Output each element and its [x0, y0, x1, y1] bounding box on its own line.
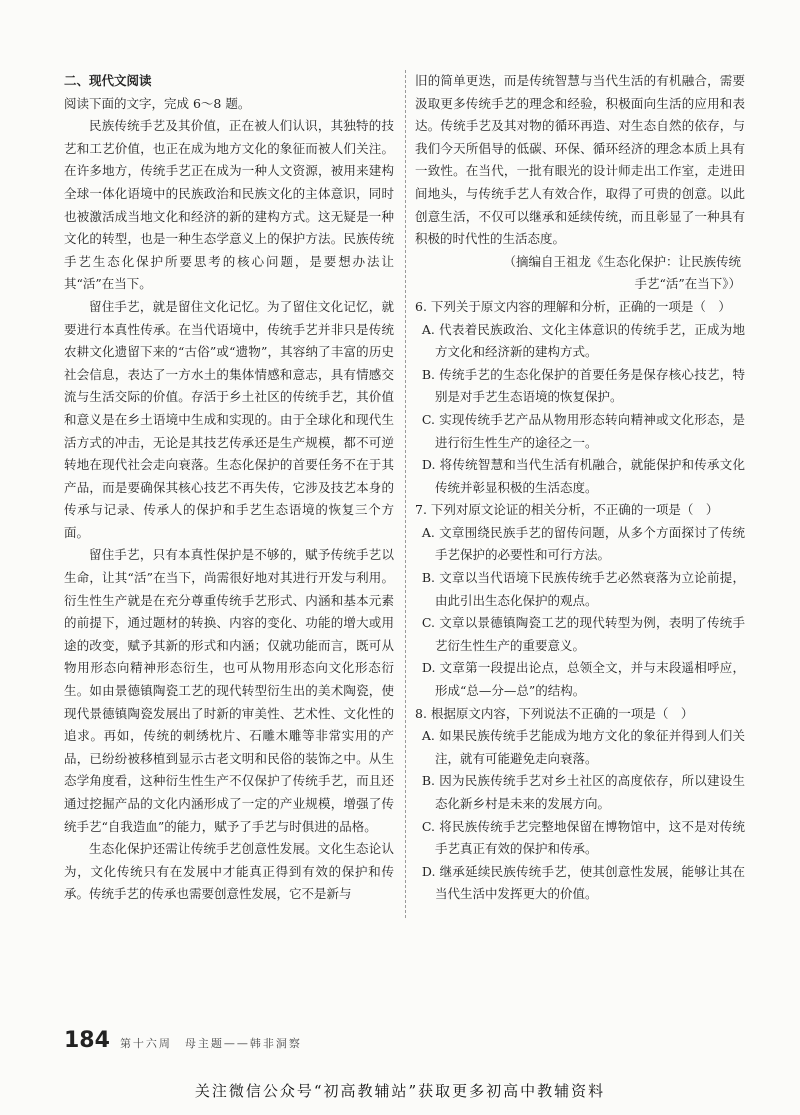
question-stem: 6. 下列关于原文内容的理解和分析，正确的一项是（ ）: [415, 298, 731, 314]
page-footer: [64, 1028, 302, 1053]
option-d: D. 文章第一段提出论点，总领全文，并与末段遥相呼应，形成“总—分—总”的结构。: [421, 660, 745, 699]
option-d: D. 将传统智慧和当代生活有机融合，就能保护和传承文化传统并彰显积极的生活态度。: [421, 457, 745, 495]
watermark-text: 关注微信公众号“初高教辅站”获取更多初高中教辅资料: [194, 1082, 606, 1100]
page-number: 184: [64, 1028, 110, 1053]
passage-paragraph-1: 民族传统手艺及其价值，正在被人们认识，其独特的技艺和工艺价值，也正在成为地方文化的象征而被人们关注。在许多地方，传统手艺正在成为一种人文资源，被用来建构全球一体化语境中的民族政治和民族文化的主体意识，同时也被激活成当地文化和经济的新的建构方式。这无疑是一种文化的转型，也是一种生态学意义上的保护方法。民族传统手艺生态化保护所要思考的核心问题，是要想办法让其“活”在当下。: [64, 118, 394, 292]
option-b: B. 传统手艺的生态化保护的首要任务是保存核心技艺，特别是对手艺生态语境的恢复保护。: [421, 366, 745, 405]
option-b: B. 文章以当代语境下民族传统手艺必然衰落为立论前提，由此引出生态化保护的观点。: [421, 570, 745, 608]
option-c: C. 实现传统手艺产品从物用形态转向精神或文化形态，是进行衍生性生产的途径之一。: [421, 411, 745, 450]
passage-source: [415, 251, 745, 296]
right-column: [415, 70, 745, 906]
option-a: A. 代表着民族政治、文化主体意识的传统手艺，正成为地方文化和经济新的建构方式。: [421, 321, 745, 360]
question-stem: 8. 根据原文内容，下列说法不正确的一项是（ ）: [415, 705, 694, 721]
question-7: [415, 499, 745, 702]
section-lead: 阅读下面的文字，完成 6～8 题。: [64, 95, 251, 111]
option-d: D. 继承延续民族传统手艺，使其创意性发展，能够让其在当代生活中发挥更大的价值。: [421, 863, 745, 902]
question-stem: 7. 下列对原文论证的相关分析，不正确的一项是（ ）: [415, 502, 719, 518]
footer-meta: 第十六周 母主题——韩非洞察: [119, 1037, 302, 1050]
option-a: A. 如果民族传统手艺能成为地方文化的象征并得到人们关注，就有可能避免走向衰落。: [421, 728, 745, 766]
option-a: A. 文章围绕民族手艺的留传问题，从多个方面探讨了传统手艺保护的必要性和可行方法。: [421, 524, 745, 563]
left-column: [64, 70, 394, 906]
question-8: [415, 703, 745, 906]
column-divider: [405, 70, 406, 918]
option-c: C. 将民族传统手艺完整地保留在博物馆中，这不是对传统手艺真正有效的保护和传承。: [421, 818, 745, 857]
source-line-2: 手艺“活”在当下》）: [634, 276, 741, 292]
passage-continuation: 旧的简单更迭，而是传统智慧与当代生活的有机融合，需要汲取更多传统手艺的理念和经验，积极面向生活的应用和表达。传统手艺及其对物的循环再造、对生态自然的依存，与我们今天所倡导的低碳、环保、循环经济的理念本质上具有一致性。在当代，一批有眼光的设计师走出工作室，走进田间地头，与传统手艺人有效合作，取得了可贵的创意。以此创意生活，不仅可以继承和延续传统，而且彰显了一种具有积极的时代性的生活态度。: [415, 73, 745, 247]
passage-paragraph-2: 留住手艺，就是留住文化记忆。为了留住文化记忆，就要进行本真性传承。在当代语境中，传统手艺并非只是传统农耕文化遗留下来的“古俗”或“遗物”，其容纳了丰富的历史社会信息，表达了一方水土的集体情感和意志，具有情感交流与生活交际的价值。存活于乡土社区的传统手艺，其价值和意义是在乡土语境中生成和实现的。由于全球化和现代生活方式的冲击，无论是其技艺传承还是生产规模，都不可逆转地在现代社会走向衰落。生态化保护的首要任务不在于其产品，而是要确保其核心技艺不再失传，它涉及技艺本身的传承与记录、传承人的保护和手艺生态语境的恢复三个方面。: [64, 298, 394, 540]
option-c: C. 文章以景德镇陶瓷工艺的现代转型为例，表明了传统手艺衍生性生产的重要意义。: [421, 615, 745, 653]
section-title: 二、现代文阅读: [64, 73, 152, 88]
passage-paragraph-3: 留住手艺，只有本真性保护是不够的，赋予传统手艺以生命，让其“活”在当下，尚需很好地对其进行开发与利用。衍生性生产就是在充分尊重传统手艺形式、内涵和基本元素的前提下，通过题材的转换、内容的变化、功能的增大或用途的改变，赋予其新的形式和内涵；仅就功能而言，既可从物用形态向精神形态衍生，也可从物用形态向文化形态衍生。如由景德镇陶瓷工艺的现代转型衍生出的美术陶瓷，使现代景德镇陶瓷发展出了时新的审美性、艺术性、文化性的追求。再如，传统的刺绣枕片、石雕木雕等非常实用的产品，已纷纷被移植到显示古老文明和民俗的装饰之中。从生态学角度看，这种衍生性生产不仅保护了传统手艺，而且还通过挖掘产品的文化内涵形成了一定的产业规模，增强了传统手艺“自我造血”的能力，赋予了手艺与时俱进的品格。: [64, 547, 394, 834]
passage-paragraph-4: 生态化保护还需让传统手艺创意性发展。文化生态论认为，文化传统只有在发展中才能真正得到有效的保护和传承。传统手艺的传承也需要创意性发展，它不是新与: [64, 841, 394, 902]
question-6: [415, 296, 745, 499]
option-b: B. 因为民族传统手艺对乡土社区的高度依存，所以建设生态化新乡村是未来的发展方向。: [421, 773, 745, 811]
source-line-1: （摘编自王祖龙《生态化保护：让民族传统: [503, 253, 741, 269]
